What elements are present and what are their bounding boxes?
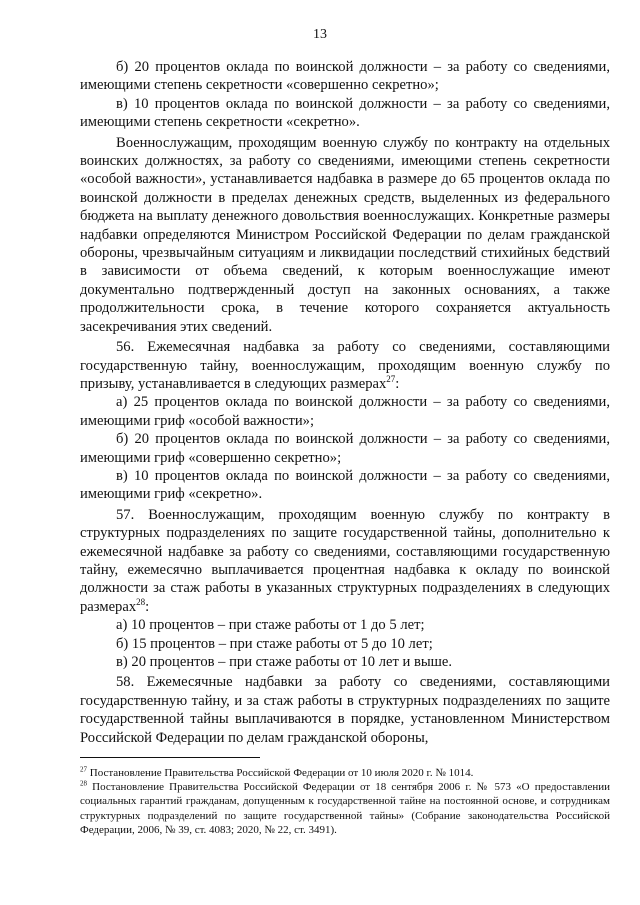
footnote-text: Постановление Правительства Российской Федерации от 10 июля 2020 г. № 1014. (87, 767, 474, 779)
footnote-ref: 28 (136, 596, 146, 607)
paragraph: б) 20 процентов оклада по воинской должности – за работу со сведениями, имеющими гриф «совершенно секретно»; (80, 431, 610, 466)
paragraph: б) 20 процентов оклада по воинской должности – за работу со сведениями, имеющими степень секретности «совершенно секретно»; (80, 59, 610, 94)
page-number: 13 (313, 27, 327, 42)
paragraph: в) 10 процентов оклада по воинской должности – за работу со сведениями, имеющими степень секретности «секретно». (80, 95, 610, 131)
colon: : (145, 598, 150, 615)
footnote (80, 766, 610, 780)
footnote-mark: 28 (80, 779, 87, 788)
paragraph-57 (80, 506, 610, 616)
footnote-mark: 27 (80, 765, 87, 774)
footnote-separator (80, 757, 260, 758)
paragraph: в) 20 процентов – при стаже работы от 10 лет и выше. (116, 654, 453, 670)
footnotes (80, 766, 610, 837)
paragraph: в) 10 процентов оклада по воинской должности – за работу со сведениями, имеющими гриф «секретно». (80, 467, 610, 503)
footnote (80, 780, 610, 837)
paragraph-56 (80, 338, 610, 393)
paragraph: Военнослужащим, проходящим военную службу по контракту на отдельных воинских должностях, за работу со сведениями, имеющими степень секретности «особой важности», устанавливается надбавка в размере до 65 процентов оклада по воинской должности в пределах денежных средств, выделенных из федерального бюджета на выплату денежного довольствия военнослужащих. Конкретные размеры надбавки определяются Министром Российской Федерации по делам гражданской обороны, чрезвычайным ситуациям и ликвидации последствий стихийных бедствий в зависимости от объема сведений, к которым военнослужащие имеют документально подтвержденный доступ на законных основаниях, а также продолжительности срока, в течение которого сохраняется актуальность засекречивания этих сведений. (80, 134, 610, 335)
paragraph: б) 15 процентов – при стаже работы от 5 до 10 лет; (116, 635, 433, 652)
paragraph-text: 57. Военнослужащим, проходящим военную службу по контракту в структурных подразделениях по защите государственной тайны, дополнительно к ежемесячной надбавке за работу со сведениями, составляющими государственную тайну, ежемесячно выплачивается процентная надбавка к окладу по воинской должности за стаж работы в указанных структурных подразделениях в следующих размерах (80, 506, 610, 615)
document-body (80, 58, 610, 747)
paragraph: 58. Ежемесячные надбавки за работу со сведениями, составляющими государственную тайну, и за стаж работы в структурных подразделениях по защите государственной тайны выплачиваются в порядке, установленном Министерством Российской Федерации по делам гражданской обороны, (80, 674, 610, 746)
footnote-ref: 27 (386, 374, 396, 385)
paragraph-text: 56. Ежемесячная надбавка за работу со сведениями, составляющими государственную тайну, военнослужащим, проходящим военную службу по призыву, устанавливается в следующих размерах (80, 339, 610, 392)
colon: : (395, 375, 400, 392)
paragraph: а) 10 процентов – при стаже работы от 1 до 5 лет; (116, 617, 425, 634)
footnote-text: Постановление Правительства Российской Федерации от 18 сентября 2006 г. № 573 «О предоставлении социальных гарантий гражданам, допущенным к государственной тайне на постоянной основе, и сотрудникам структурных подразделений по защите государственной тайны» (Собрание законодательства Российской Федерации, 2006, № 39, ст. 4083; 2020, № 22, ст. 3491). (80, 781, 610, 836)
paragraph: а) 25 процентов оклада по воинской должности – за работу со сведениями, имеющими гриф «особой важности»; (80, 394, 610, 429)
